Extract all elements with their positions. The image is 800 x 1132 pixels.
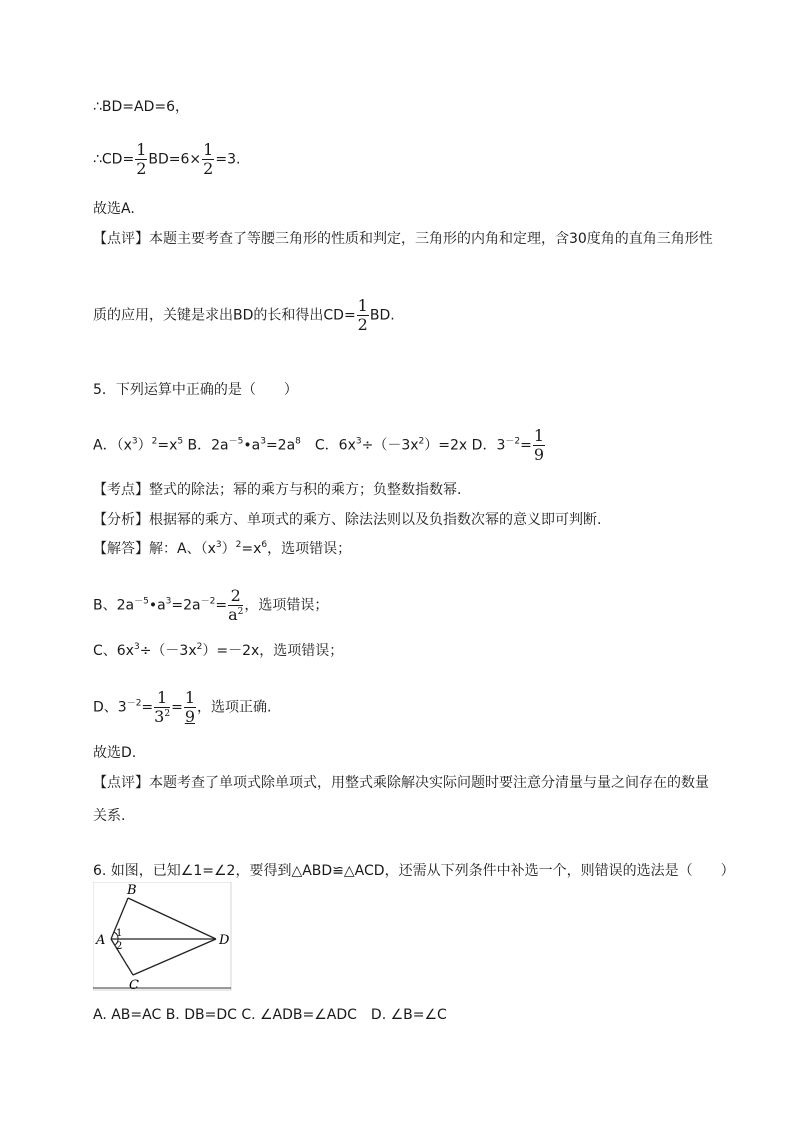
solution-line-d: D、$3^{-2}=$ $\frac{1}{3^2}$ = $\frac{1}{9}$ ，选项正确. bbox=[93, 688, 272, 726]
fraction: $\frac{1}{9}$ bbox=[533, 426, 545, 464]
fraction: $\frac{1}{2}$ bbox=[357, 296, 368, 334]
comment-line: 质的应用，关键是求出BD的长和得出CD= $\frac{1}{2}$ BD. bbox=[93, 296, 395, 334]
triangle-diagram bbox=[93, 882, 238, 994]
fraction: $\frac{1}{2}$ bbox=[203, 140, 214, 178]
fraction: $\frac{2}{a^2}$ bbox=[228, 586, 244, 624]
formula-line: ∴CD= $\frac{1}{2}$ BD=6× $\frac{1}{2}$ =3. bbox=[93, 140, 241, 178]
text-line: ∴BD=AD=6， bbox=[93, 99, 190, 115]
answer-line: 故选A. bbox=[93, 201, 135, 217]
answer-line: 故选D. bbox=[93, 745, 137, 761]
label-a: A bbox=[96, 933, 106, 948]
fraction: $\frac{1}{2}$ bbox=[136, 140, 147, 178]
label-b: B bbox=[127, 883, 137, 898]
fraction: $\frac{1}{9}$ bbox=[184, 688, 195, 726]
comment-line: 【点评】本题主要考查了等腰三角形的性质和判定，三角形的内角和定理，含30度角的直角三角形性 bbox=[93, 231, 713, 247]
solution-line-c: C、$6x^3\div(-3x^2)=-2x$，选项错误； bbox=[93, 642, 344, 659]
comment-line: 【点评】本题考查了单项式除单项式，用整式乘除解决实际问题时要注意分清量与量之间存在的数量 bbox=[93, 775, 709, 791]
solution-line-b: B、$2a^{-5}•a^3=2a^{-2}=$ $\frac{2}{a^2}$ ，选项错误； bbox=[93, 586, 329, 624]
segment-bd bbox=[128, 898, 216, 939]
fenxi-line: 【分析】根据幂的乘方、单项式的乘方、除法法则以及负指数次幂的意义即可判断. bbox=[93, 512, 602, 528]
label-angle-2: 2 bbox=[116, 941, 123, 952]
question-stem: 6. 如图，已知∠1=∠2，要得到△ABD≌△ACD，还需从下列条件中补选一个，则错误的选法是（ ） bbox=[93, 863, 735, 879]
question-options: A. AB=AC B. DB=DC C. ∠ADB=∠ADC D. ∠B=∠C bbox=[93, 1007, 447, 1023]
label-angle-1: 1 bbox=[116, 928, 123, 939]
comment-line: 关系. bbox=[93, 808, 126, 824]
jieda-line: 【解答】解：A、$(x^3)^2=x^6$，选项错误； bbox=[93, 540, 352, 557]
label-d: D bbox=[219, 933, 230, 948]
fraction: $\frac{1}{3^2}$ bbox=[154, 688, 171, 726]
kaodian-line: 【考点】整式的除法；幂的乘方与积的乘方；负整数指数幂. bbox=[93, 482, 462, 498]
segment-cd bbox=[133, 939, 216, 975]
label-c: C bbox=[129, 978, 139, 993]
question-stem: 5．下列运算中正确的是（ ） bbox=[93, 382, 298, 398]
question-options: A．$(x^3)^2=x^5$ B．$2a^{-5}•a^3=2a^8$ C．$6x^3\div(-3x^2)=2x$ D．$3^{-2}=$ $\frac{1}{9}$ bbox=[93, 426, 545, 464]
